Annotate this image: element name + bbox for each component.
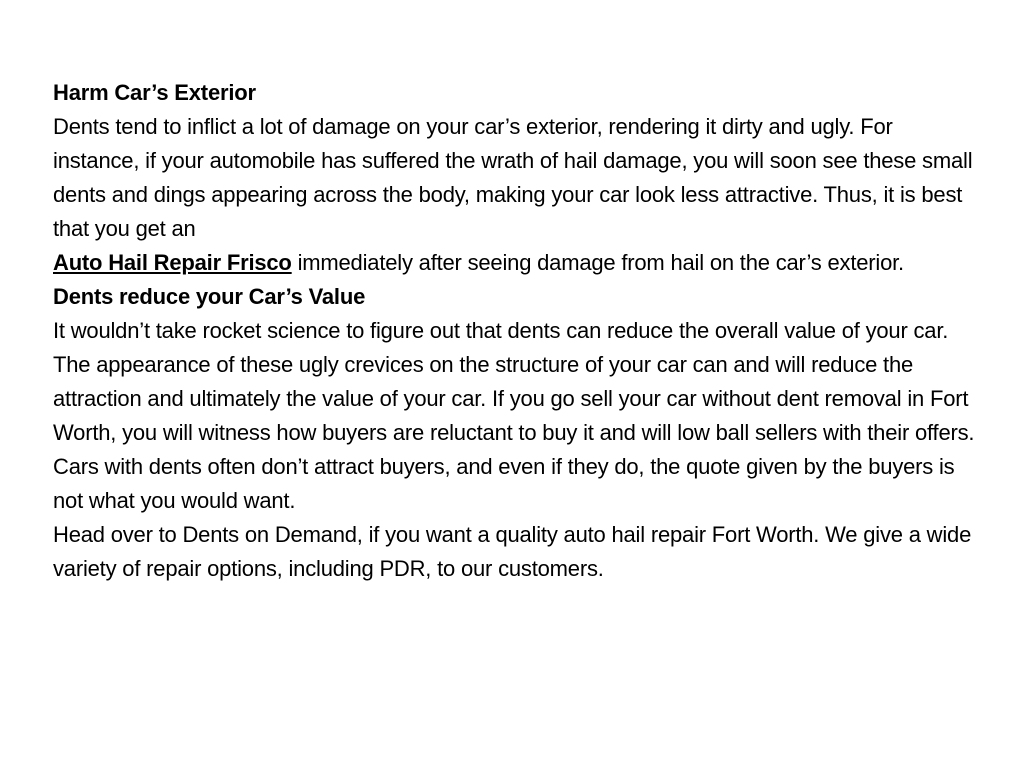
section-heading-exterior: Harm Car’s Exterior [53,80,256,105]
slide-content [53,76,978,586]
paragraph-closing: Head over to Dents on Demand, if you want a quality auto hail repair Fort Worth. We give a wide variety of repair options, including PDR, to our customers. [53,522,972,581]
paragraph-exterior-text: Dents tend to inflict a lot of damage on your car’s exterior, rendering it dirty and ugly. For instance, if your automobile has suffered the wrath of hail damage, you will soon see these small dents and dings appearing across the body, making your car look less attractive. Thus, it is best that you get an [53,114,973,241]
paragraph-value: It wouldn’t take rocket science to figure out that dents can reduce the overall value of your car. The appearance of these ugly crevices on the structure of your car can and will reduce the attraction and ultimately the value of your car. If you go sell your car without dent removal in Fort Worth, you will witness how buyers are reluctant to buy it and will low ball sellers with their offers. Cars with dents often don’t attract buyers, and even if they do, the quote given by the buyers is not what you would want. [53,318,975,513]
paragraph-exterior-text-after-link: immediately after seeing damage from hail on the car’s exterior. [291,250,904,275]
auto-hail-repair-frisco-link[interactable]: Auto Hail Repair Frisco [53,250,292,275]
paragraph-exterior [53,110,978,280]
section-heading-value: Dents reduce your Car’s Value [53,284,366,309]
